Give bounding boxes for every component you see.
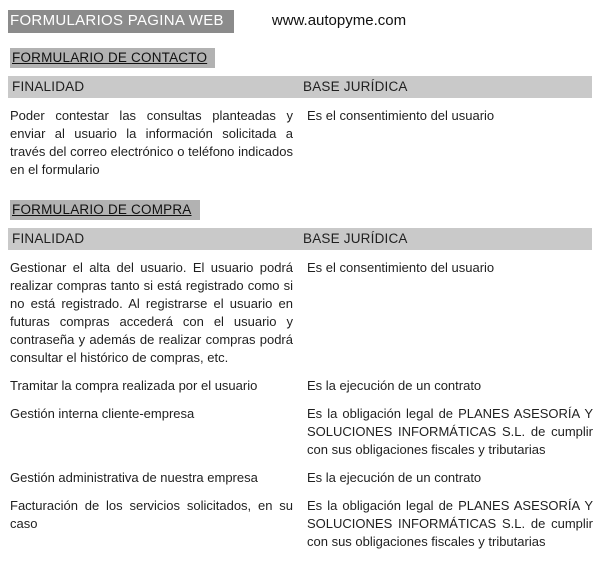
table-row [8, 259, 592, 367]
website-url: www.autopyme.com [271, 12, 407, 29]
column-header-finalidad: FINALIDAD [12, 79, 85, 94]
base-juridica-cell: Es la ejecución de un contrato [307, 470, 482, 485]
base-juridica-cell: Es la obligación legal de PLANES ASESORÍA Y SOLUCIONES INFORMÁTICAS S.L. de cumplir con sus obligaciones fiscales y tributarias [307, 498, 593, 549]
table-row [8, 377, 592, 395]
table-header [8, 76, 592, 98]
finalidad-cell: Facturación de los servicios solicitados, en su caso [10, 498, 293, 531]
finalidad-cell: Tramitar la compra realizada por el usuario [10, 378, 258, 393]
column-header-base-juridica: BASE JURÍDICA [303, 231, 408, 246]
finalidad-cell: Gestión interna cliente-empresa [10, 406, 195, 421]
column-header-base-juridica: BASE JURÍDICA [303, 79, 408, 94]
table-header [8, 228, 592, 250]
purchase-form-section [8, 189, 592, 551]
base-juridica-cell: Es el consentimiento del usuario [307, 108, 495, 123]
finalidad-cell: Gestión administrativa de nuestra empresa [10, 470, 258, 485]
column-header-finalidad: FINALIDAD [12, 231, 85, 246]
finalidad-cell: Poder contestar las consultas planteadas y enviar al usuario la información solicitada a través del correo electrónico o teléfono indicados en el formulario [10, 108, 293, 177]
table-row [8, 497, 592, 551]
document-header [8, 10, 592, 33]
base-juridica-cell: Es la obligación legal de PLANES ASESORÍA Y SOLUCIONES INFORMÁTICAS S.L. de cumplir con sus obligaciones fiscales y tributarias [307, 406, 593, 457]
finalidad-cell: Gestionar el alta del usuario. El usuario podrá realizar compras tanto si está registrado como si no está registrado. Al registrarse el usuario en futuras compras accederá con el usuario y contraseña y además de realizar compras podrá consultar el histórico de compras, etc. [10, 260, 293, 365]
table-row [8, 405, 592, 459]
section-heading-compra: FORMULARIO DE COMPRA [10, 200, 200, 220]
base-juridica-cell: Es la ejecución de un contrato [307, 378, 482, 393]
document-title: FORMULARIOS PAGINA WEB [8, 10, 234, 33]
section-heading-contacto: FORMULARIO DE CONTACTO [10, 48, 215, 68]
table-row [8, 469, 592, 487]
contact-form-section [8, 48, 592, 179]
table-row [8, 107, 592, 179]
base-juridica-cell: Es el consentimiento del usuario [307, 260, 495, 275]
